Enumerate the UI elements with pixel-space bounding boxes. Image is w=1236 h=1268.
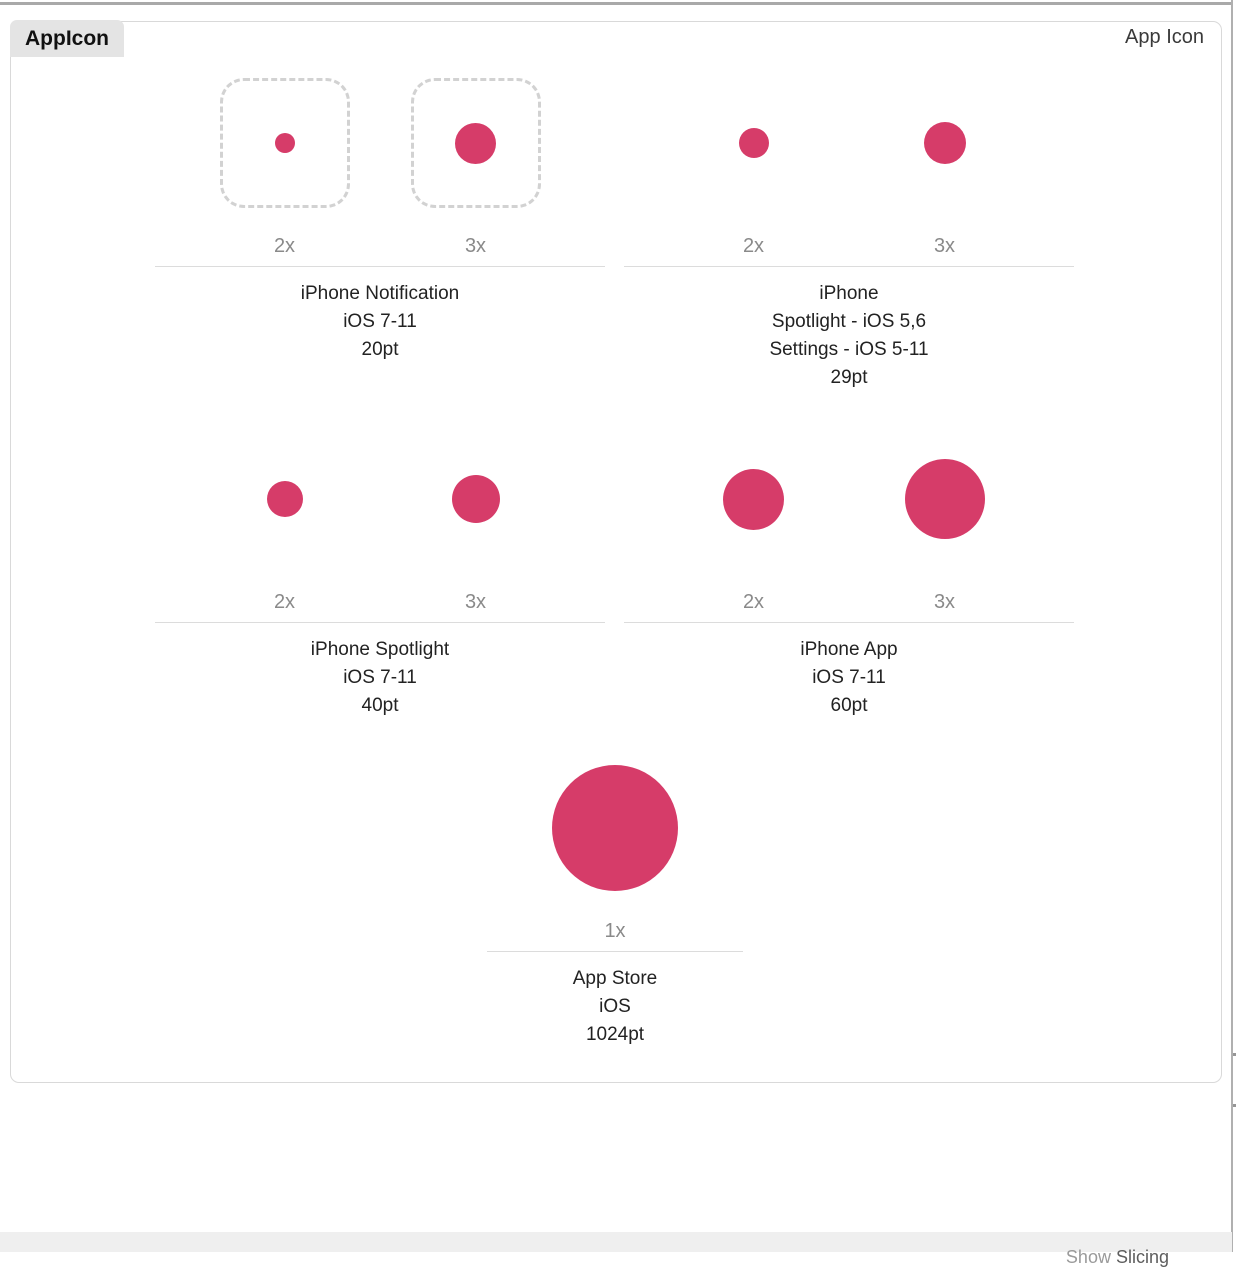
icon-slot-iphone-spotlight-2x[interactable] [189, 434, 380, 564]
slot-row-iphone-app [624, 434, 1074, 564]
slot-row-iphone-spotlight-settings [624, 78, 1074, 208]
caption-line: 29pt [830, 367, 868, 388]
icon-slot-app-store-1x[interactable] [520, 763, 711, 893]
pane-top-border [0, 2, 1232, 5]
scale-label-row-iphone-spotlight-settings [624, 208, 1074, 266]
scale-label-app-store-1x: 1x [604, 920, 626, 942]
scale-label-iphone-notification-3x: 3x [464, 235, 487, 257]
caption-line: iPhone App [800, 639, 898, 660]
scale-label-iphone-spotlight-2x: 2x [273, 591, 296, 613]
icon-slot-iphone-spotlight-3x[interactable] [380, 434, 571, 564]
scale-label-iphone-app-2x: 2x [742, 591, 765, 613]
slot-row-iphone-notification [155, 78, 605, 208]
caption-line: iOS 7-11 [343, 311, 417, 332]
scale-label-row-iphone-notification [155, 208, 605, 266]
caption-line: App Store [572, 968, 658, 989]
caption-line: 1024pt [585, 1024, 645, 1045]
scale-label-iphone-app-3x: 3x [933, 591, 956, 613]
icon-group-iphone-spotlight [155, 434, 605, 720]
icon-image-circle [452, 475, 500, 523]
icon-slot-iphone-spotlight-settings-3x[interactable] [849, 78, 1040, 208]
scale-label-row-iphone-spotlight [155, 564, 605, 622]
icon-group-iphone-app [624, 434, 1074, 720]
caption-line: iPhone [819, 283, 879, 304]
empty-slot-dashed-outline [411, 78, 541, 208]
icon-slot-iphone-app-3x[interactable] [849, 434, 1040, 564]
show-slicing-word2: Slicing [1115, 1247, 1169, 1267]
icon-group-app-store [487, 763, 743, 1049]
scale-label-iphone-spotlight-settings-2x: 2x [742, 235, 765, 257]
group-caption-iphone-spotlight [155, 623, 605, 720]
caption-line: iOS [599, 996, 631, 1017]
icon-image-circle [552, 765, 678, 891]
icon-image-circle [924, 122, 966, 164]
icon-image-circle [455, 123, 496, 164]
asset-name-tab[interactable]: AppIcon [10, 20, 124, 57]
bottom-bar [0, 1232, 1232, 1267]
scale-label-row-iphone-app [624, 564, 1074, 622]
icon-image-circle [739, 128, 769, 158]
scale-label-row-app-store [487, 893, 743, 951]
icon-image-circle [267, 481, 303, 517]
caption-line: iOS 7-11 [812, 667, 886, 688]
caption-line: iOS 7-11 [343, 667, 417, 688]
icon-group-iphone-spotlight-settings [624, 78, 1074, 392]
scale-label-iphone-spotlight-3x: 3x [464, 591, 487, 613]
icon-image-circle [905, 459, 985, 539]
icon-group-iphone-notification [155, 78, 605, 364]
caption-line: 40pt [361, 695, 399, 716]
group-caption-app-store [487, 952, 743, 1049]
icon-image-circle [275, 133, 295, 153]
icon-slot-iphone-spotlight-settings-2x[interactable] [658, 78, 849, 208]
pane-separator[interactable] [1231, 0, 1233, 1252]
slot-row-app-store [487, 763, 743, 893]
empty-slot-dashed-outline [220, 78, 350, 208]
show-slicing-word1: Show [1065, 1247, 1111, 1267]
group-caption-iphone-spotlight-settings [624, 267, 1074, 392]
asset-type-label: App Icon [1125, 26, 1204, 48]
caption-line: Settings - iOS 5-11 [769, 339, 929, 360]
icon-slot-iphone-notification-2x[interactable] [189, 78, 380, 208]
caption-line: 20pt [361, 339, 399, 360]
show-slicing-button[interactable] [1066, 1247, 1169, 1268]
caption-line: Spotlight - iOS 5,6 [771, 311, 927, 332]
icon-slot-iphone-app-2x[interactable] [658, 434, 849, 564]
slot-row-iphone-spotlight [155, 434, 605, 564]
icon-image-circle [723, 469, 784, 530]
scale-label-iphone-notification-2x: 2x [273, 235, 296, 257]
icon-slot-iphone-notification-3x[interactable] [380, 78, 571, 208]
group-caption-iphone-notification [155, 267, 605, 364]
caption-line: iPhone Spotlight [310, 639, 450, 660]
scale-label-iphone-spotlight-settings-3x: 3x [933, 235, 956, 257]
group-caption-iphone-app [624, 623, 1074, 720]
caption-line: iPhone Notification [300, 283, 460, 304]
caption-line: 60pt [830, 695, 868, 716]
